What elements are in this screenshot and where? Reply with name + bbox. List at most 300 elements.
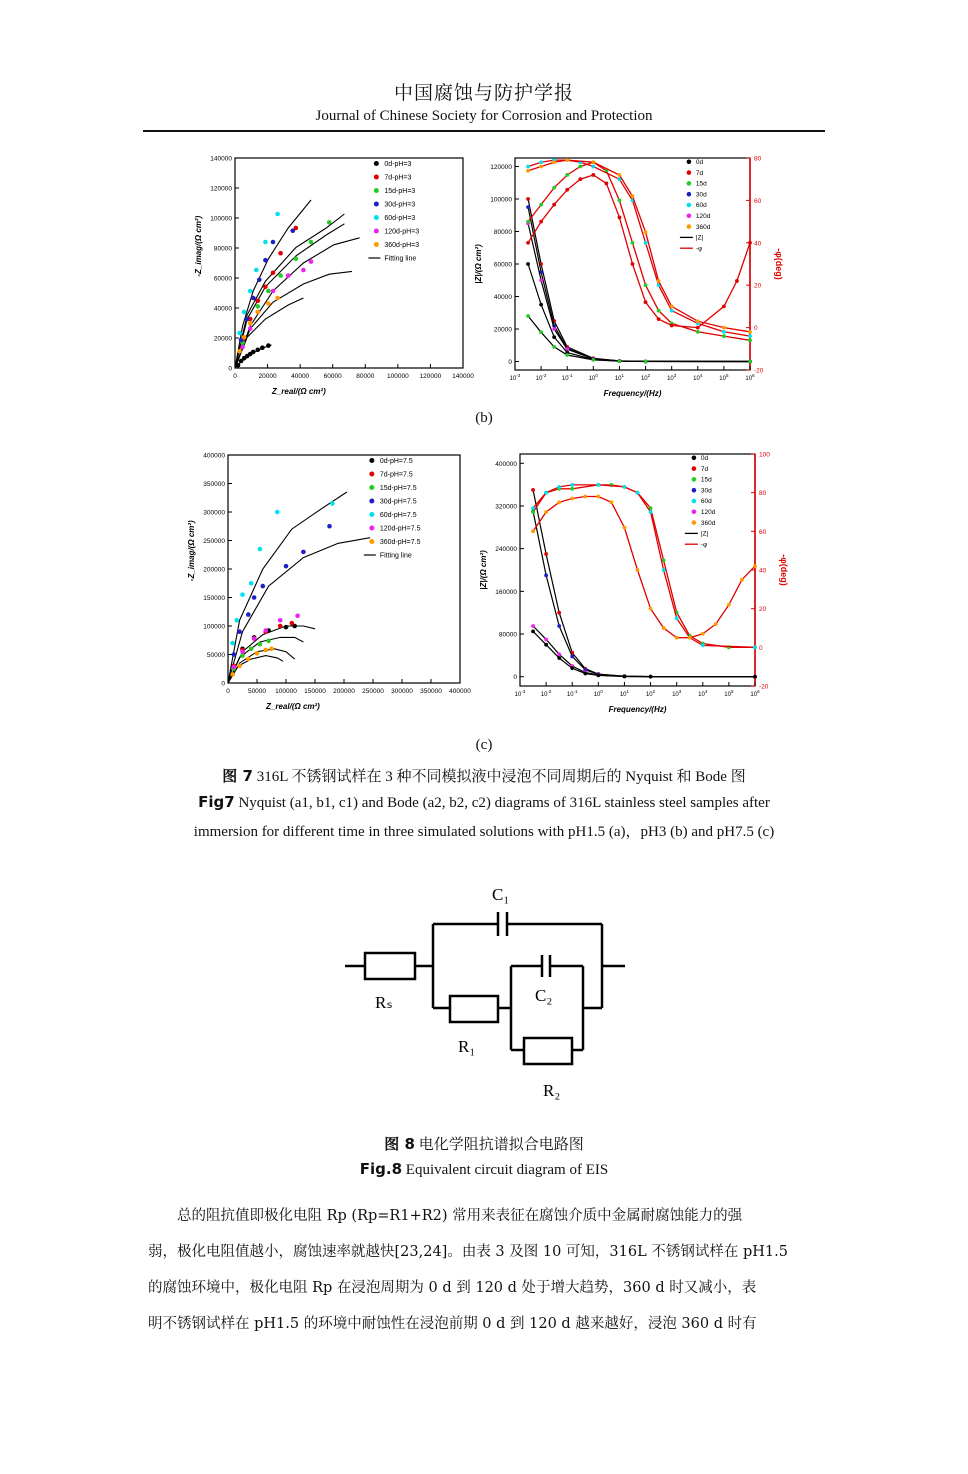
x-tick-exponent: 2	[652, 689, 656, 694]
y-tick-label: 60000	[493, 261, 512, 269]
data-point	[236, 363, 241, 368]
x-tick-exponent: 1	[626, 689, 630, 694]
legend-marker	[369, 512, 374, 517]
x-tick-label: $10^6$	[750, 689, 760, 698]
impedance-point	[544, 637, 548, 641]
x-tick-exponent: -3	[521, 689, 526, 694]
data-point	[286, 273, 291, 278]
legend-entry: 30d-pH=3	[384, 201, 416, 209]
x-tick-exponent: -1	[568, 373, 573, 378]
phase-point	[662, 568, 666, 572]
panel-label-c: (c)	[475, 737, 493, 753]
data-point	[327, 524, 332, 529]
x-tick-label: $10^{-2}$	[535, 373, 547, 382]
fitting-line	[228, 538, 370, 683]
y-tick-label: 80000	[213, 245, 232, 253]
phase-point	[644, 230, 648, 234]
phase-point	[636, 568, 640, 572]
phase-point	[649, 510, 653, 514]
phase-curve	[528, 175, 750, 328]
impedance-point	[596, 673, 600, 677]
x-tick-label: 120000	[419, 373, 442, 380]
phase-point	[596, 483, 600, 487]
x-tick-label: 350000	[420, 688, 442, 695]
legend-marker	[374, 229, 379, 234]
impedance-point	[539, 330, 543, 334]
impedance-curve	[533, 511, 755, 676]
legend-marker	[687, 192, 692, 197]
phase-point	[631, 194, 635, 198]
phase-point	[722, 305, 726, 309]
phase-point	[670, 305, 674, 309]
data-point	[260, 345, 265, 350]
phase-point	[591, 173, 595, 177]
y-tick-label: 250000	[203, 538, 225, 545]
data-point	[248, 289, 253, 294]
y-tick-label: 0	[221, 680, 225, 688]
legend-entry: 0d	[695, 159, 704, 166]
y-tick-label: 50000	[206, 652, 225, 659]
legend-marker	[369, 485, 374, 490]
journal-title-cn: 中国腐蚀与防护学报	[393, 82, 574, 104]
impedance-point	[570, 666, 574, 670]
phase-point	[557, 485, 561, 489]
phase-curve	[528, 162, 750, 340]
y-tick-label: 100000	[490, 196, 512, 204]
phase-point	[552, 203, 556, 207]
phase-point	[618, 215, 622, 219]
legend-marker	[369, 526, 374, 531]
x-tick-label: 250000	[362, 688, 384, 695]
x-tick-label: 80000	[356, 373, 375, 380]
x-tick-exponent: -1	[573, 689, 578, 694]
legend-entry: 0d	[700, 455, 709, 462]
data-point	[275, 296, 280, 301]
data-point	[240, 345, 245, 350]
x-tick-label: 300000	[391, 688, 413, 695]
data-point	[301, 550, 306, 555]
x-tick-label: $10^4$	[693, 373, 703, 382]
x-axis-label: Frequency/(Hz)	[603, 389, 662, 398]
impedance-point	[552, 335, 556, 339]
x-tick-label: $10^5$	[724, 689, 734, 698]
y2-axis-label: -φ(deg)	[779, 554, 789, 586]
x-tick-label: $10^{-1}$	[561, 373, 573, 382]
impedance-point	[591, 358, 595, 362]
phase-point	[565, 173, 569, 177]
legend-marker	[374, 215, 379, 220]
data-point	[263, 240, 268, 245]
phase-point	[748, 241, 752, 245]
data-point	[255, 651, 260, 656]
data-point	[256, 348, 261, 353]
x-axis-label: Frequency/(Hz)	[608, 705, 667, 714]
phase-point	[740, 578, 744, 582]
y2-tick-label: 20	[754, 282, 762, 290]
x-tick-exponent: 5	[730, 689, 734, 694]
y-tick-label: 400000	[495, 460, 517, 468]
legend-entry: 7d	[695, 169, 704, 177]
data-point	[234, 618, 239, 623]
impedance-point	[531, 488, 535, 492]
legend-marker	[692, 520, 697, 525]
data-point	[263, 285, 268, 290]
legend-marker	[687, 170, 692, 175]
data-point	[240, 649, 245, 654]
legend-entry: 0d-pH=3	[384, 161, 412, 168]
impedance-point	[570, 655, 574, 659]
x-tick-label: 200000	[333, 688, 355, 695]
phase-point	[714, 622, 718, 626]
x-tick-label: $10^1$	[619, 689, 630, 698]
legend-marker	[692, 499, 697, 504]
figure7-caption-cn	[0, 765, 968, 786]
legend-entry: 15d	[695, 180, 707, 188]
x-tick-label: 150000	[304, 688, 326, 695]
y-tick-label: 20000	[493, 326, 512, 334]
phase-point	[618, 199, 622, 203]
phase-point	[696, 319, 700, 323]
y-tick-label: 0	[513, 674, 517, 682]
x-tick-label: $10^3$	[672, 689, 682, 698]
label-r2: R₂	[543, 1081, 561, 1100]
phase-point	[696, 330, 700, 334]
plot-frame	[235, 158, 463, 368]
y2-tick-label: 20	[759, 606, 767, 614]
y-axis-label: |Z|/(Ω cm²)	[474, 244, 483, 284]
fitting-line	[228, 492, 347, 683]
data-point	[271, 271, 276, 276]
fig8-en-prefix: Fig.8	[359, 1160, 403, 1178]
legend-entry: 360d-pH=3	[384, 242, 420, 249]
legend-entry: 30d	[700, 487, 712, 495]
y2-tick-label: 0	[759, 644, 763, 652]
impedance-point	[526, 314, 530, 318]
label-rs: Rₛ	[375, 993, 393, 1012]
y-axis-label: -Z_imag/(Ω cm²)	[187, 520, 196, 582]
x-tick-label: 0	[226, 688, 230, 695]
phase-point	[623, 485, 627, 489]
y-tick-label: 20000	[213, 335, 232, 343]
data-point	[256, 310, 261, 315]
fig8-cn-text: 电化学阻抗谱拟合电路图	[414, 1137, 584, 1153]
impedance-point	[552, 327, 556, 331]
y-tick-label: 400000	[203, 452, 225, 460]
impedance-point	[649, 675, 653, 679]
phase-curve	[533, 485, 755, 647]
legend-marker	[374, 161, 379, 166]
impedance-point	[531, 629, 535, 633]
phase-point	[531, 529, 535, 533]
figure8-caption-cn	[0, 1133, 968, 1154]
y2-tick-label: 100	[759, 451, 770, 459]
legend-entry: 120d-pH=7.5	[379, 525, 421, 533]
phase-point	[644, 283, 648, 287]
phase-point	[578, 177, 582, 181]
phase-point	[696, 326, 700, 330]
phase-point	[544, 491, 548, 495]
phase-point	[552, 160, 556, 164]
phase-point	[631, 241, 635, 245]
x-tick-label: 100000	[275, 688, 297, 695]
legend-marker	[692, 510, 697, 515]
phase-point	[578, 165, 582, 169]
x-tick-label: 60000	[323, 373, 342, 380]
impedance-point	[526, 262, 530, 266]
impedance-point	[544, 573, 548, 577]
x-tick-label: $10^{-2}$	[540, 689, 552, 698]
nyquist-chart-c1	[185, 448, 485, 728]
figure8-caption-en	[0, 1160, 968, 1179]
data-point	[258, 547, 263, 552]
x-tick-label: $10^{-1}$	[566, 689, 578, 698]
data-point	[240, 653, 245, 658]
legend-marker	[374, 242, 379, 247]
equivalent-circuit-diagram	[340, 878, 630, 1103]
data-point	[242, 335, 247, 340]
y-tick-label: 320000	[495, 503, 517, 511]
data-point	[266, 343, 271, 348]
figure7-caption-en-1	[0, 793, 968, 812]
data-point	[237, 629, 242, 634]
body-paragraph	[148, 1198, 824, 1342]
data-point	[271, 240, 276, 245]
fig8-cn-prefix: 图 8	[384, 1135, 415, 1153]
legend-entry: 15d-pH=7.5	[379, 485, 417, 492]
phase-point	[526, 241, 530, 245]
x-tick-label: $10^6$	[745, 373, 755, 382]
data-point	[266, 639, 271, 644]
phase-point	[722, 334, 726, 338]
legend-entry: 30d	[695, 191, 707, 199]
phase-point	[727, 603, 731, 607]
legend-entry: Fitting line	[379, 552, 412, 560]
figure7-caption-en-2: immersion for different time in three simulated solutions with pH1.5 (a)，pH3 (b) and pH7.5 (c)	[193, 824, 775, 840]
legend-marker	[369, 539, 374, 544]
data-point	[248, 327, 253, 332]
phase-point	[636, 491, 640, 495]
legend-marker	[692, 488, 697, 493]
data-point	[230, 672, 235, 677]
legend-marker	[369, 458, 374, 463]
phase-point	[675, 616, 679, 620]
x-tick-exponent: 4	[699, 373, 703, 378]
data-point	[269, 647, 274, 652]
phase-point	[670, 309, 674, 313]
x-tick-exponent: -2	[542, 373, 547, 378]
x-tick-exponent: 0	[600, 689, 603, 694]
impedance-point	[748, 360, 752, 364]
x-tick-label: 50000	[247, 688, 267, 695]
fig8-en-text: Equivalent circuit diagram of EIS	[402, 1162, 609, 1178]
impedance-point	[557, 624, 561, 628]
impedance-point	[531, 624, 535, 628]
data-point	[263, 648, 268, 653]
y-tick-label: 40000	[493, 294, 512, 302]
x-tick-label: $10^1$	[614, 373, 625, 382]
legend-entry: 360d	[700, 519, 716, 527]
y2-tick-label: 60	[754, 197, 762, 205]
impedance-curve	[533, 490, 755, 677]
y2-axis-label: -φ(deg)	[774, 248, 784, 280]
fitting-line	[228, 656, 283, 683]
legend-entry: 120d-pH=3	[384, 228, 420, 236]
phase-point	[526, 169, 530, 173]
data-point	[266, 289, 271, 294]
x-tick-label: $10^3$	[667, 373, 677, 382]
data-point	[251, 296, 256, 301]
x-tick-exponent: -2	[547, 689, 552, 694]
impedance-point	[583, 672, 587, 676]
phase-point	[748, 338, 752, 342]
legend-entry: 15d-pH=3	[384, 188, 416, 195]
phase-point	[570, 497, 574, 501]
data-point	[249, 647, 254, 652]
phase-point	[688, 636, 692, 640]
x-tick-label: $10^4$	[698, 689, 708, 698]
data-point	[290, 621, 295, 626]
phase-point	[591, 160, 595, 164]
resistor-r2	[524, 1038, 572, 1064]
legend-entry: 0d-pH=7.5	[379, 458, 413, 465]
data-point	[237, 331, 242, 336]
impedance-point	[753, 675, 757, 679]
y-tick-label: 60000	[213, 275, 232, 283]
label-c1: C₁	[492, 885, 510, 904]
impedance-point	[557, 656, 561, 660]
x-tick-exponent: 5	[725, 373, 729, 378]
phase-point	[657, 317, 661, 321]
y2-tick-label: 40	[754, 240, 762, 248]
phase-point	[722, 326, 726, 330]
data-point	[263, 628, 268, 633]
y-tick-label: 150000	[203, 595, 225, 602]
legend-entry: 60d-pH=3	[384, 215, 416, 222]
legend-marker	[374, 188, 379, 193]
phase-point	[753, 645, 757, 649]
resistor-rs	[365, 953, 415, 979]
y-tick-label: 100000	[210, 215, 232, 223]
phase-point	[623, 526, 627, 530]
x-tick-exponent: 3	[673, 373, 677, 378]
header-rule	[143, 130, 825, 132]
impedance-point	[557, 652, 561, 656]
x-axis-label: Z_real/(Ω cm²)	[271, 387, 326, 396]
phase-point	[662, 626, 666, 630]
legend-entry: 360d-pH=7.5	[379, 539, 421, 546]
phase-curve	[533, 485, 755, 647]
data-point	[261, 584, 266, 589]
legend-marker	[692, 456, 697, 461]
y-tick-label: 120000	[490, 163, 512, 171]
fig7-cn-prefix: 图 7	[222, 767, 253, 785]
y-tick-label: 120000	[210, 185, 232, 193]
data-point	[251, 350, 256, 355]
phase-point	[722, 330, 726, 334]
phase-point	[657, 309, 661, 313]
legend-entry: |Z|	[700, 530, 709, 538]
legend-marker	[369, 472, 374, 477]
y-tick-label: 240000	[495, 546, 517, 554]
fitting-line	[235, 345, 272, 368]
phase-point	[649, 607, 653, 611]
panel-label-b: (b)	[475, 410, 493, 426]
phase-point	[701, 644, 705, 648]
impedance-point	[552, 345, 556, 349]
phase-point	[539, 165, 543, 169]
x-tick-label: 140000	[452, 373, 474, 380]
impedance-point	[618, 359, 622, 363]
body-line-1: 总的阻抗值即极化电阻 Rp (Rp=R1+R2) 常用来表征在腐蚀介质中金属耐腐蚀能力的强	[177, 1208, 743, 1224]
data-point	[278, 618, 283, 623]
legend-entry: 120d	[695, 213, 711, 220]
impedance-point	[623, 675, 627, 679]
legend-entry: |Z|	[695, 234, 704, 242]
phase-point	[748, 334, 752, 338]
phase-point	[526, 220, 530, 224]
legend-entry: 15d	[700, 476, 712, 484]
data-point	[278, 273, 283, 278]
phase-point	[609, 500, 613, 504]
data-point	[237, 349, 242, 354]
x-axis-label: Z_real/(Ω cm²)	[266, 702, 320, 711]
data-point	[295, 613, 300, 618]
data-point	[246, 612, 251, 617]
phase-point	[631, 262, 635, 266]
data-point	[240, 592, 245, 597]
data-point	[242, 310, 247, 315]
journal-title-en: Journal of Chinese Society for Corrosion and Protection	[315, 108, 653, 124]
bode-chart-c2	[479, 448, 789, 728]
y2-tick-label: 0	[754, 325, 758, 333]
data-point	[230, 641, 235, 646]
data-point	[252, 595, 257, 600]
data-point	[290, 229, 295, 234]
y-tick-label: 350000	[203, 481, 225, 488]
x-tick-label: 20000	[258, 373, 277, 380]
y-tick-label: 0	[228, 365, 232, 373]
phase-point	[557, 500, 561, 504]
x-tick-exponent: 4	[704, 689, 708, 694]
fig7-cn-text: 316L 不锈钢试样在 3 种不同模拟液中浸泡不同周期后的 Nyquist 和 Bode 图	[252, 769, 746, 785]
phase-point	[670, 324, 674, 328]
data-point	[278, 251, 283, 256]
legend-entry: Fitting line	[384, 255, 417, 263]
legend-entry: 360d	[695, 223, 711, 231]
legend-marker	[374, 175, 379, 180]
legend-entry: 7d	[700, 465, 709, 473]
phase-point	[618, 173, 622, 177]
phase-point	[675, 636, 679, 640]
x-tick-label: 0	[233, 373, 237, 380]
phase-curve	[533, 497, 755, 638]
y2-tick-label: 80	[759, 490, 767, 498]
data-point	[266, 301, 271, 306]
phase-curve	[528, 160, 750, 336]
phase-point	[539, 203, 543, 207]
y-axis-label: -Z_imag/(Ω cm²)	[194, 215, 203, 277]
impedance-point	[539, 303, 543, 307]
data-point	[275, 212, 280, 217]
phase-point	[596, 495, 600, 499]
phase-point	[570, 483, 574, 487]
phase-point	[552, 186, 556, 190]
data-point	[330, 501, 335, 506]
data-point	[258, 642, 263, 647]
data-point	[246, 657, 251, 662]
impedance-point	[644, 360, 648, 364]
y2-tick-label: -20	[759, 683, 769, 691]
